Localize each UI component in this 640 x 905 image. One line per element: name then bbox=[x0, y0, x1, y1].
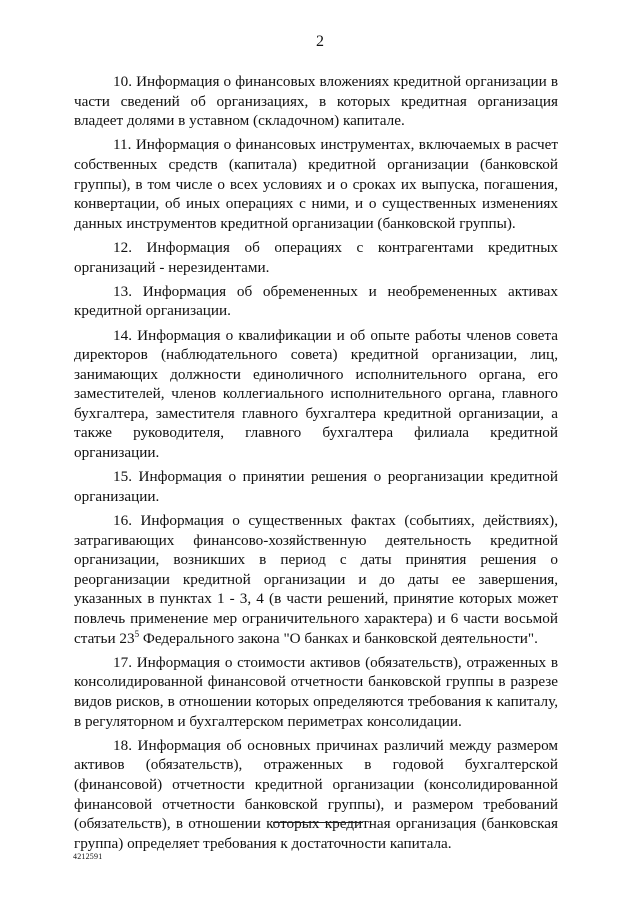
paragraph-11: 11. Информация о финансовых инструментах, включаемых в расчет собственных средств (капитала) кредитной организации (банковской группы), в том числе о всех условиях и о сроках их выпуска, погашения, конвертации, об иных операциях с ними, и о существенных изменениях данных инструментов кредитной организации (банковской группы). bbox=[74, 136, 558, 232]
paragraph-10: 10. Информация о финансовых вложениях кредитной организации в части сведений об организациях, в которых кредитная организация владеет долями в уставном (складочном) капитале. bbox=[74, 73, 558, 130]
paragraph-18: 18. Информация об основных причинах различий между размером активов (обязательств), отраженных в годовой бухгалтерской (финансовой) отчетности кредитной организации (консолидированной финансовой отчетности банковской группы), и размером требований (обязательств), в отношении которых кредитная организация (банковская группа) определяет требования к достаточности капитала. bbox=[74, 736, 558, 852]
page-number: 2 bbox=[316, 33, 324, 50]
paragraph-16-text: 16. Информация о существенных фактах (событиях, действиях), затрагивающих финансово-хозяйственную деятельность кредитной организации, возникших в период с даты принятия решения о реорганизации кредитной организации и до даты ее завершения, указанных в пунктах 1 - 3, 4 (в части решений, принятие которых может повлечь применение мер ограничительного характера) и 6 части восьмой статьи 23 bbox=[74, 512, 558, 647]
paragraph-16-superscript: 5 bbox=[134, 628, 140, 639]
paragraph-14: 14. Информация о квалификации и об опыте работы членов совета директоров (наблюдательного совета) кредитной организации, лиц, занимающих должности единоличного исполнительного органа, его заместителей, членов коллегиального исполнительного органа, главного бухгалтера, заместителя главного бухгалтера кредитной организации, а также руководителя, главного бухгалтера филиала кредитной организации. bbox=[74, 326, 558, 462]
document-code: 4212591 bbox=[73, 852, 103, 861]
paragraph-16-text-end: Федерального закона "О банках и банковской деятельности". bbox=[139, 629, 538, 647]
end-divider bbox=[273, 822, 363, 823]
paragraph-12: 12. Информация об операциях с контрагентами кредитных организаций - нерезидентами. bbox=[74, 238, 558, 276]
paragraph-13: 13. Информация об обремененных и необремененных активах кредитной организации. bbox=[74, 282, 558, 320]
paragraph-15: 15. Информация о принятии решения о реорганизации кредитной организации. bbox=[74, 468, 558, 505]
paragraph-17: 17. Информация о стоимости активов (обязательств), отраженных в консолидированной финансовой отчетности банковской группы в разрезе видов рисков, в отношении которых определяются требования к капиталу, в регуляторном и бухгалтерском периметрах консолидации. bbox=[74, 653, 558, 730]
paragraph-16 bbox=[74, 511, 558, 648]
document-body bbox=[74, 72, 558, 858]
